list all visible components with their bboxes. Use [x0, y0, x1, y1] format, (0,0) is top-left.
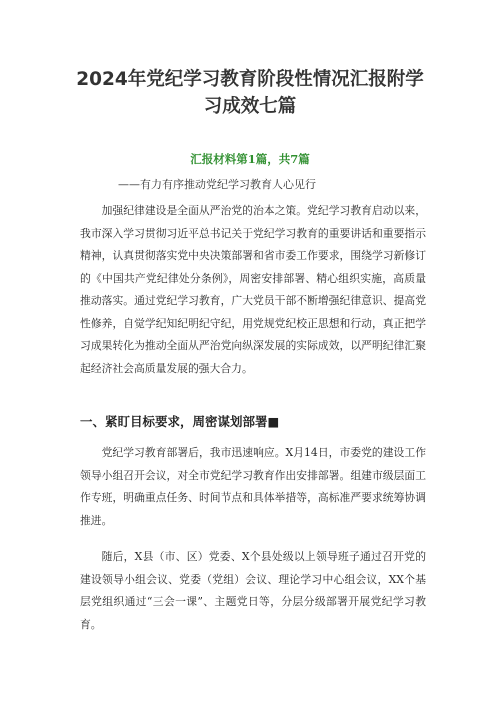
document-subheading: 汇报材料第1篇，共7篇 [190, 152, 310, 166]
document-tagline: ——有力有序推动党纪学习教育人心见行 [118, 178, 316, 191]
document-title: 2024年党纪学习教育阶段性情况汇报附学习成效七篇 [76, 69, 424, 117]
paragraph-followup: 随后，X县（市、区）党委、X个县处级以上领导班子通过召开党的建设领导小组会议、党委（党组）会议、理论学习中心组会议，XX个基层党组织通过“三会一课”、主题党日等，分层分级部署开展党纪学习教育。 [80, 550, 426, 631]
section-heading: 一、紧盯目标要求，周密谋划部署■ [80, 414, 280, 429]
paragraph-deployment: 党纪学习教育部署后，我市迅速响应。X月14日，市委党的建设工作领导小组召开会议，对全市党纪学习教育作出安排部署。组建市级层面工作专班，明确重点任务、时间节点和具体举措等，高标准严要求统筹协调推进。 [80, 446, 426, 527]
paragraph-intro: 加强纪律建设是全面从严治党的治本之策。党纪学习教育启动以来，我市深入学习贯彻习近平总书记关于党纪学习教育的重要讲话和重要指示精神，认真贯彻落实党中央决策部署和省市委工作要求，围绕学习新修订的《中国共产党纪律处分条例》，周密安排部署、精心组织实施，高质量推动落实。通过党纪学习教育，广大党员干部不断增强纪律意识、提高党性修养，自觉学纪知纪明纪守纪，用党规党纪校正思想和行动，真正把学习成果转化为推动全面从严治党向纵深发展的实际成效，以严明纪律汇聚起经济社会高质量发展的强大合力。 [80, 204, 426, 375]
